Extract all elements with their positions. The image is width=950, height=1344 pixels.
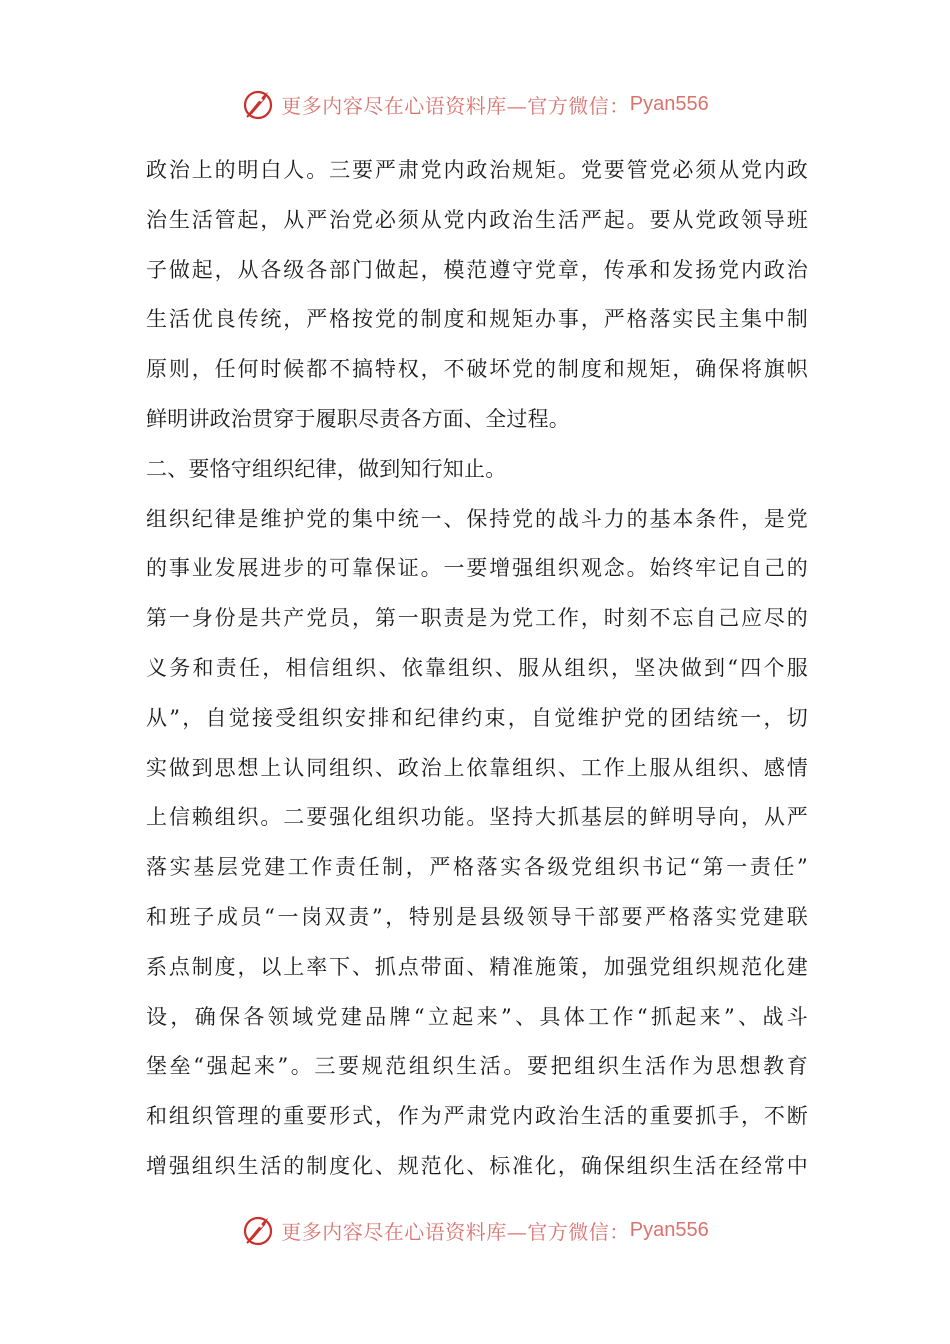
text-line: 治生活管起，从严治党必须从党内政治生活严起。要从党政领导班 — [146, 207, 808, 232]
text-line: 组织纪律是维护党的集中统一、保持党的战斗力的基本条件，是党 — [146, 506, 808, 531]
document-body — [146, 146, 808, 1192]
paragraph-end-line: 鲜明讲政治贯穿于履职尽责各方面、全过程。 — [146, 406, 570, 431]
text-line: 第一身份是共产党员，第一职责是为党工作，时刻不忘自己应尽的 — [146, 606, 808, 631]
text-line: 原则，任何时候都不搞特权，不破坏党的制度和规矩，确保将旗帜 — [146, 357, 808, 382]
footer-banner-text: 更多内容尽在心语资料库—官方微信： — [281, 1219, 630, 1244]
text-line: 系点制度，以上率下、抓点带面、精准施策，加强党组织规范化建 — [146, 954, 808, 979]
text-line: 子做起，从各级各部门做起，模范遵守党章，传承和发扬党内政治 — [146, 257, 808, 282]
text-line: 增强组织生活的制度化、规范化、标准化，确保组织生活在经常中 — [146, 1153, 808, 1178]
text-line: 上信赖组织。二要强化组织功能。坚持大抓基层的鲜明导向，从严 — [146, 805, 808, 830]
text-line: 和组织管理的重要形式，作为严肃党内政治生活的重要抓手，不断 — [146, 1104, 808, 1129]
pen-nib-logo-icon — [241, 86, 277, 122]
pen-nib-logo-icon — [241, 1212, 277, 1248]
text-line: 实做到思想上认同组织、政治上依靠组织、工作上服从组织、感情 — [146, 755, 808, 780]
text-line: 义务和责任，相信组织、依靠组织、服从组织，坚决做到“四个服 — [146, 655, 808, 680]
text-line: 和班子成员“一岗双责”，特别是县级领导干部要严格落实党建联 — [146, 904, 808, 929]
header-banner-text: 更多内容尽在心语资料库—官方微信： — [281, 93, 630, 118]
header-banner-handle: Pyan556 — [629, 92, 709, 115]
footer-banner — [0, 1208, 950, 1252]
text-line: 设，确保各领域党建品牌“立起来”、具体工作“抓起来”、战斗 — [146, 1004, 808, 1029]
footer-banner-handle: Pyan556 — [629, 1218, 709, 1241]
text-line: 生活优良传统，严格按党的制度和规矩办事，严格落实民主集中制 — [146, 307, 808, 332]
text-line: 政治上的明白人。三要严肃党内政治规矩。党要管党必须从党内政 — [146, 158, 808, 182]
text-line: 从”，自觉接受组织安排和纪律约束，自觉维护党的团结统一，切 — [146, 705, 808, 730]
header-banner — [0, 82, 950, 126]
section-heading: 二、要恪守组织纪律，做到知行知止。 — [146, 456, 507, 481]
text-line: 堡垒“强起来”。三要规范组织生活。要把组织生活作为思想教育 — [146, 1054, 808, 1079]
text-line: 落实基层党建工作责任制，严格落实各级党组织书记“第一责任” — [146, 855, 808, 880]
text-line: 的事业发展进步的可靠保证。一要增强组织观念。始终牢记自己的 — [146, 556, 808, 581]
